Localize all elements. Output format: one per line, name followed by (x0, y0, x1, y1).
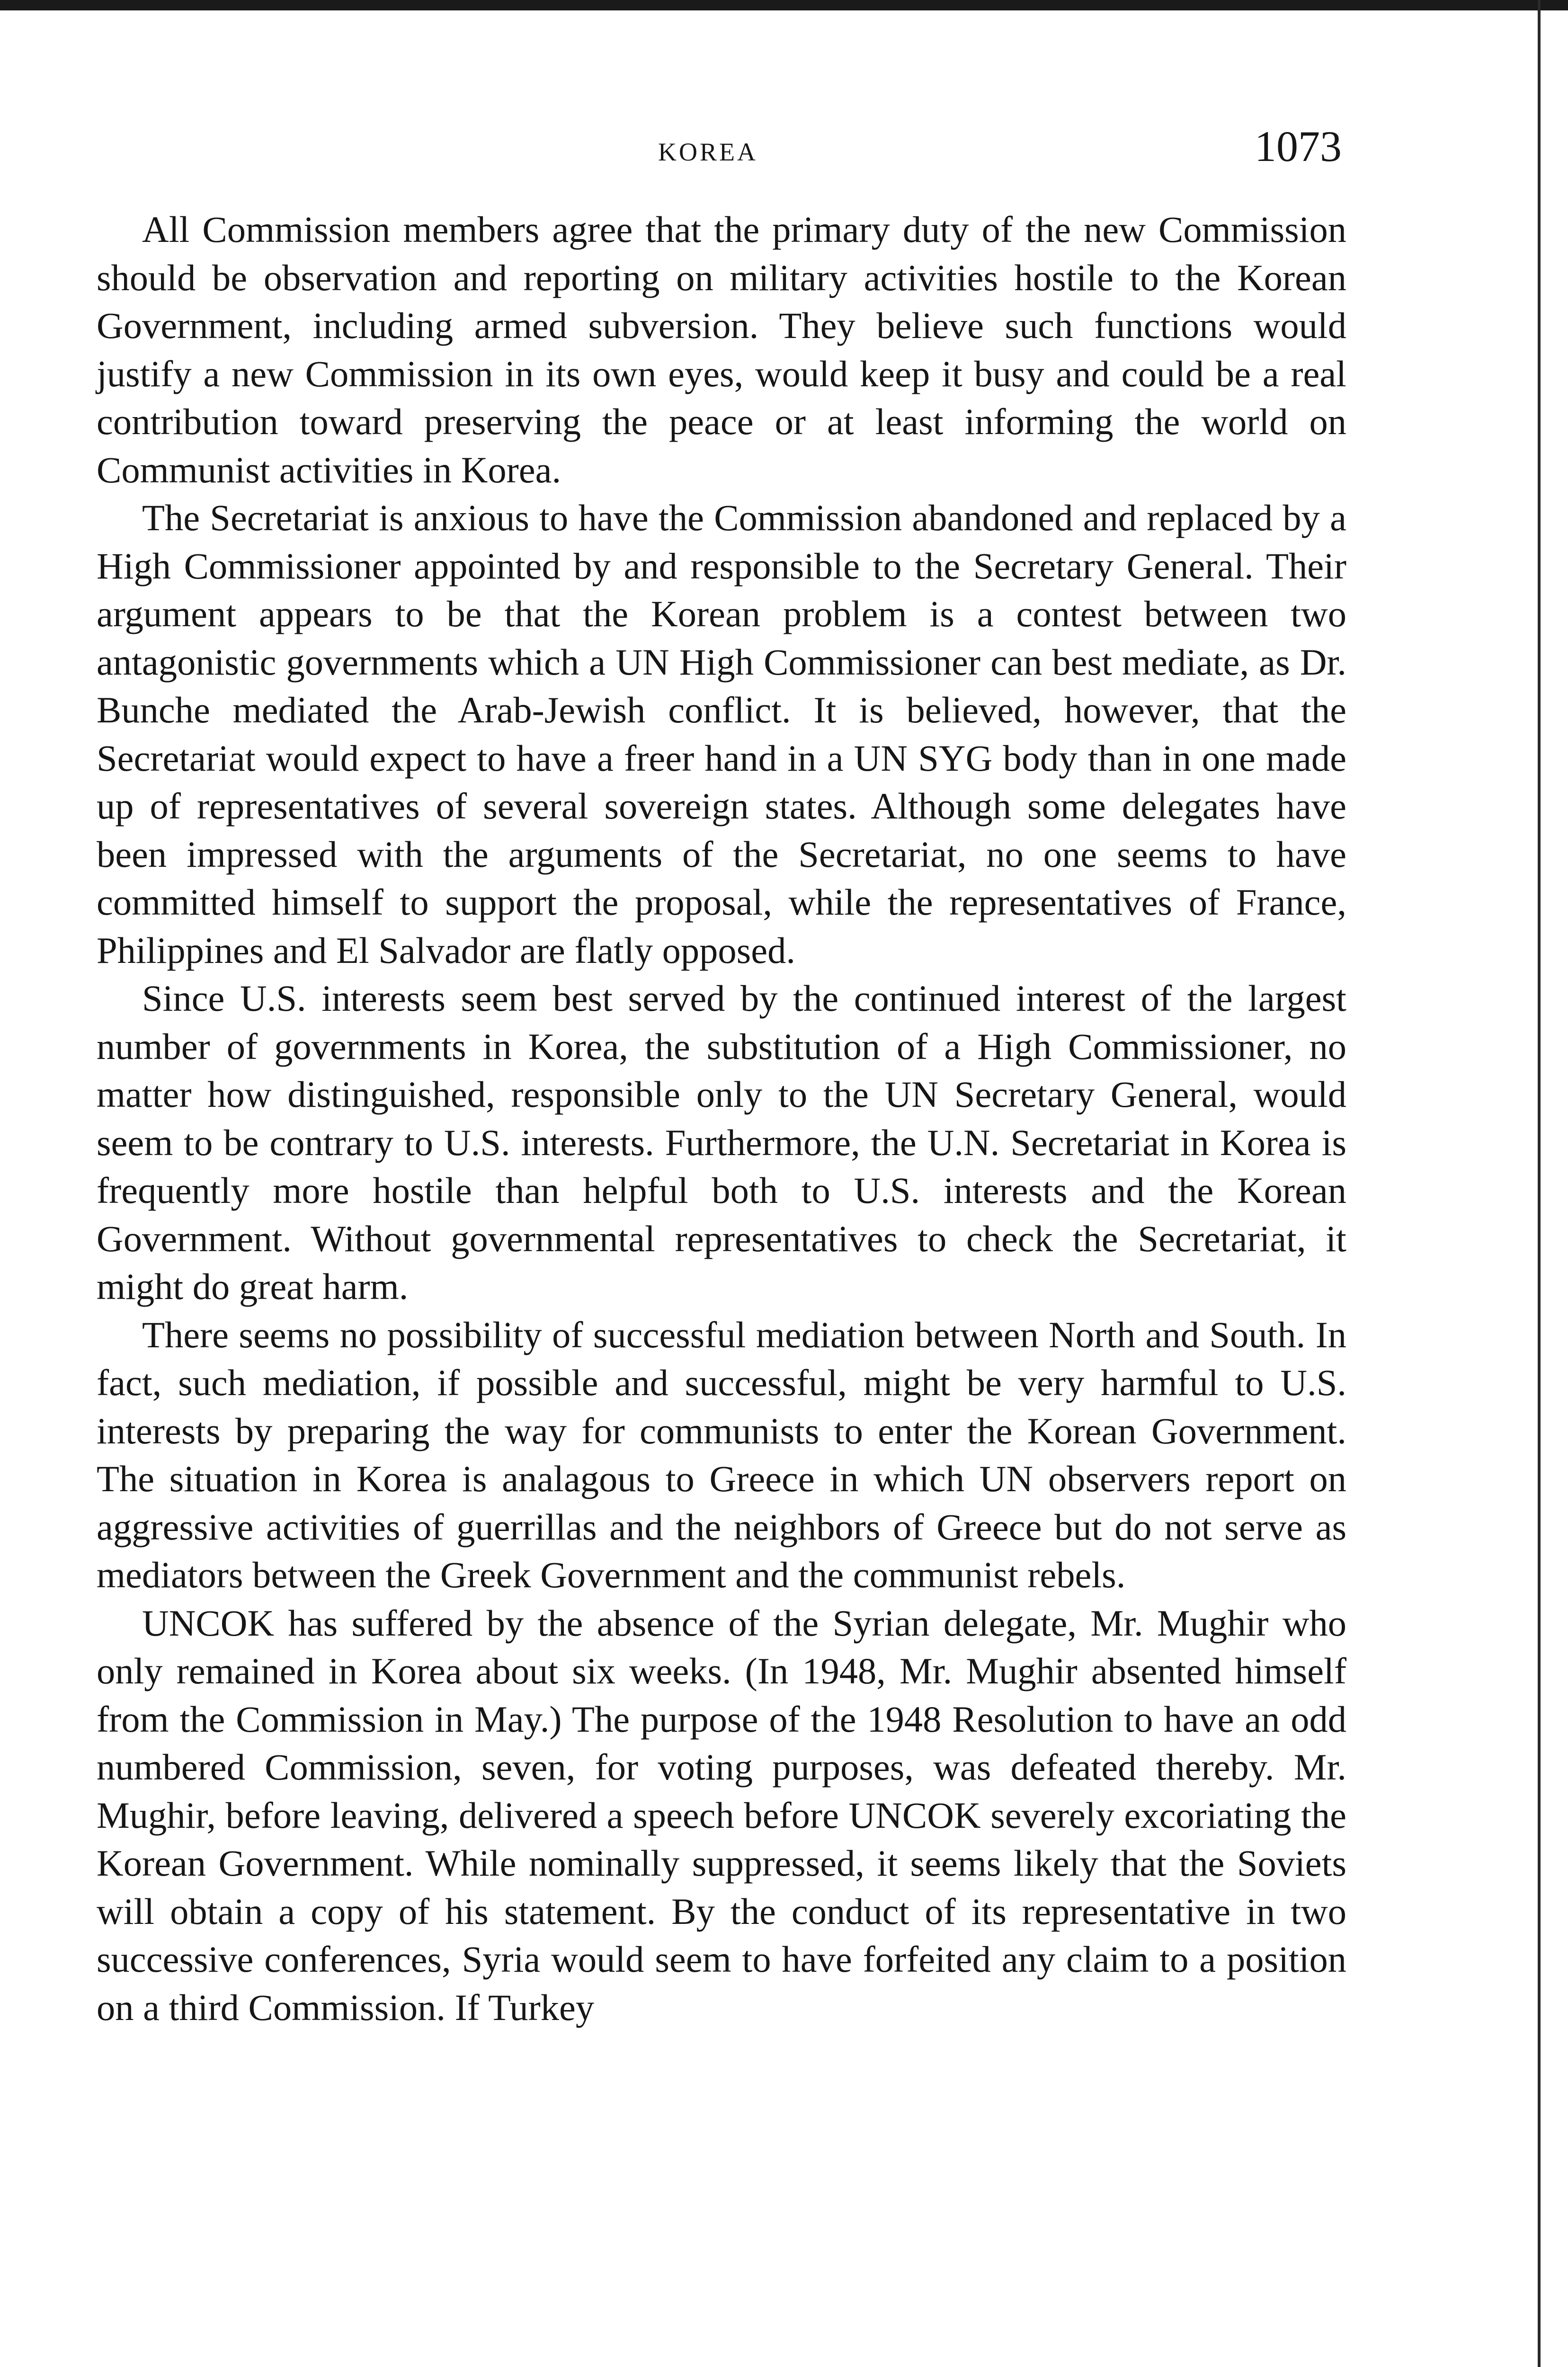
paragraph-commission-duties: All Commission members agree that the primary duty of the new Commission should be observation and reporting on military activities hostile to the Korean Government, including armed subversion. They believe such functions would justify a new Commission in its own eyes, would keep it busy and could be a real contribution toward preserving the peace or at least informing the world on Communist activities in Korea. (97, 209, 1346, 490)
running-head: KOREA (658, 138, 758, 166)
paragraph-mediation: There seems no possibility of successful mediation between North and South. In fact, such mediation, if possible and successful, might be very harmful to U.S. interests by preparing the way for communists to enter the Korean Government. The situation in Korea is analagous to Greece in which UN observers report on aggressive activities of guerrillas and the neighbors of Greece but do not serve as mediators between the Greek Government and the communist rebels. (97, 1314, 1346, 1595)
paragraph-syrian-delegate: UNCOK has suffered by the absence of the Syrian delegate, Mr. Mughir who only remained in Korea about six weeks. (In 1948, Mr. Mughir absented himself from the Commission in May.) The purpose of the 1948 Resolution to have an odd numbered Commission, seven, for voting purposes, was defeated thereby. Mr. Mughir, before leaving, delivered a speech before UNCOK severely excoriating the Korean Government. While nominally suppressed, it seems likely that the Soviets will obtain a copy of his statement. By the conduct of its representative in two successive conferences, Syria would seem to have forfeited any claim to a position on a third Commission. If Turkey (97, 1602, 1346, 2028)
paragraph-secretariat-proposal: The Secretariat is anxious to have the Commission abandoned and replaced by a High Commissioner appointed by and responsible to the Secretary General. Their argument appears to be that the Korean problem is a contest between two antagonistic governments which a UN High Commissioner can best mediate, as Dr. Bunche mediated the Arab-Jewish conflict. It is believed, however, that the Secretariat would expect to have a freer hand in a UN SYG body than in one made up of representatives of several sovereign states. Although some delegates have been impressed with the arguments of the Secretariat, no one seems to have committed himself to support the proposal, while the representatives of France, Philippines and El Salvador are flatly opposed. (97, 497, 1346, 971)
paragraph-us-interests: Since U.S. interests seem best served by the continued interest of the largest number of governments in Korea, the substitution of a High Commissioner, no matter how distinguished, responsible only to the UN Secretary General, would seem to be contrary to U.S. interests. Furthermore, the U.N. Secretariat in Korea is frequently more hostile than helpful both to U.S. interests and the Korean Government. Without governmental representatives to check the Secretariat, it might do great harm. (97, 978, 1346, 1307)
page-number: 1073 (1255, 122, 1342, 170)
top-border-rule (0, 0, 1568, 10)
right-edge-rule (1538, 0, 1541, 2367)
body-text (97, 205, 1346, 2031)
